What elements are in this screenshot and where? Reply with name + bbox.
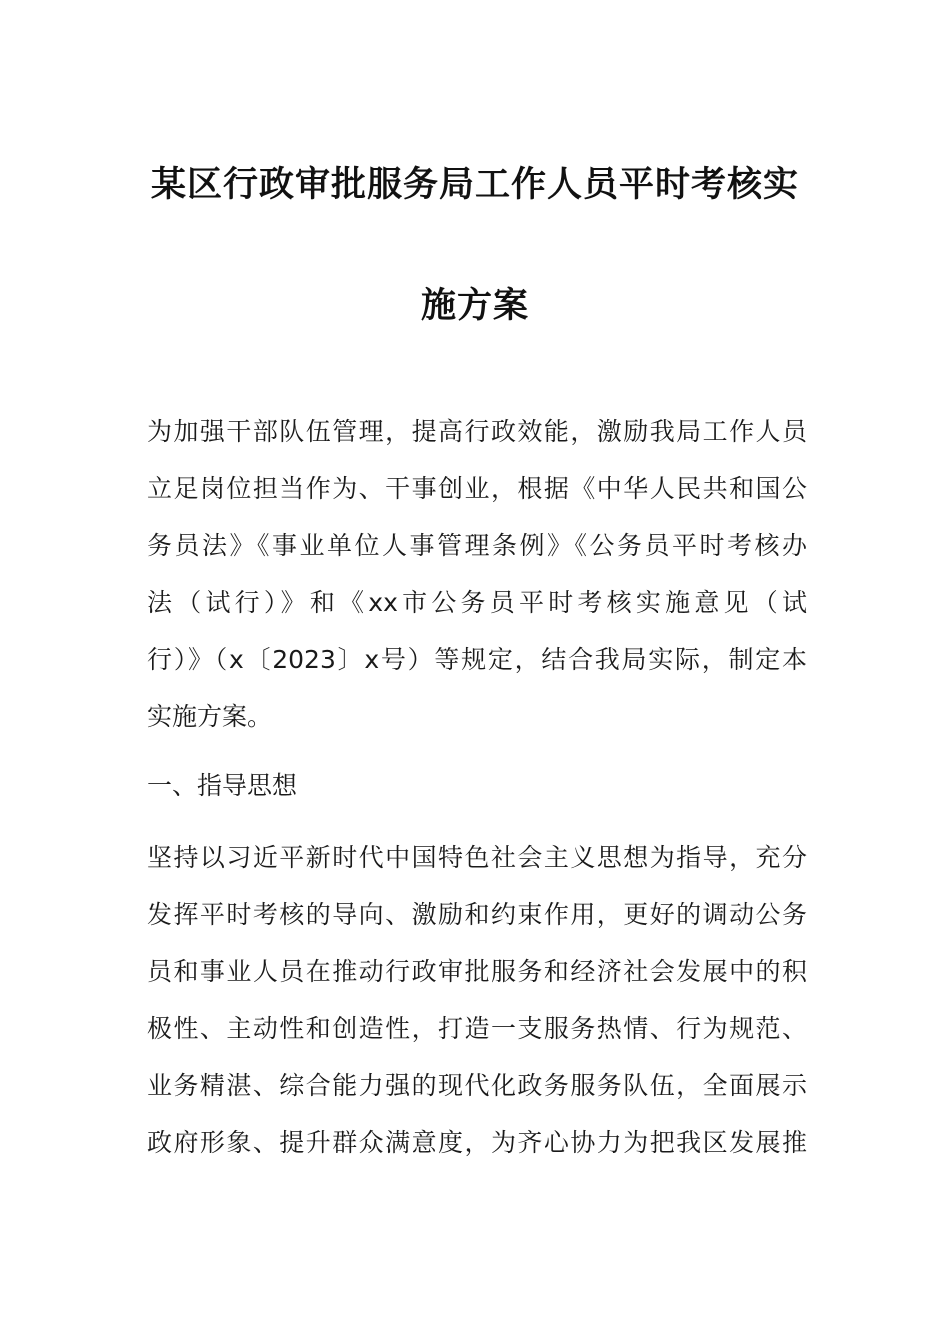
section1-line-3: 员和事业人员在推动行政审批服务和经济社会发展中的积 [147,957,807,986]
intro-line-5: 行）》（x〔2023〕x号）等规定，结合我局实际，制定本 [147,645,807,674]
document-title-line-2: 施方案 [420,285,529,326]
section1-line-2: 发挥平时考核的导向、激励和约束作用，更好的调动公务 [147,900,807,929]
section-heading-guiding-ideology: 一、指导思想 [147,771,298,800]
intro-line-4: 法（试行）》和《xx市公务员平时考核实施意见（试 [147,588,807,617]
intro-line-3: 务员法》《事业单位人事管理条例》《公务员平时考核办 [147,531,807,560]
intro-line-1: 为加强干部队伍管理，提高行政效能，激励我局工作人员 [147,417,807,446]
intro-line-2: 立足岗位担当作为、干事创业，根据《中华人民共和国公 [147,474,807,503]
intro-line-6: 实施方案。 [147,702,273,731]
section1-line-6: 政府形象、提升群众满意度，为齐心协力为把我区发展推 [147,1128,807,1157]
section1-line-4: 极性、主动性和创造性，打造一支服务热情、行为规范、 [147,1014,807,1043]
section1-line-1: 坚持以习近平新时代中国特色社会主义思想为指导，充分 [147,843,807,872]
document-title-line-1: 某区行政审批服务局工作人员平时考核实 [150,164,799,205]
section1-line-5: 业务精湛、综合能力强的现代化政务服务队伍，全面展示 [147,1071,807,1100]
